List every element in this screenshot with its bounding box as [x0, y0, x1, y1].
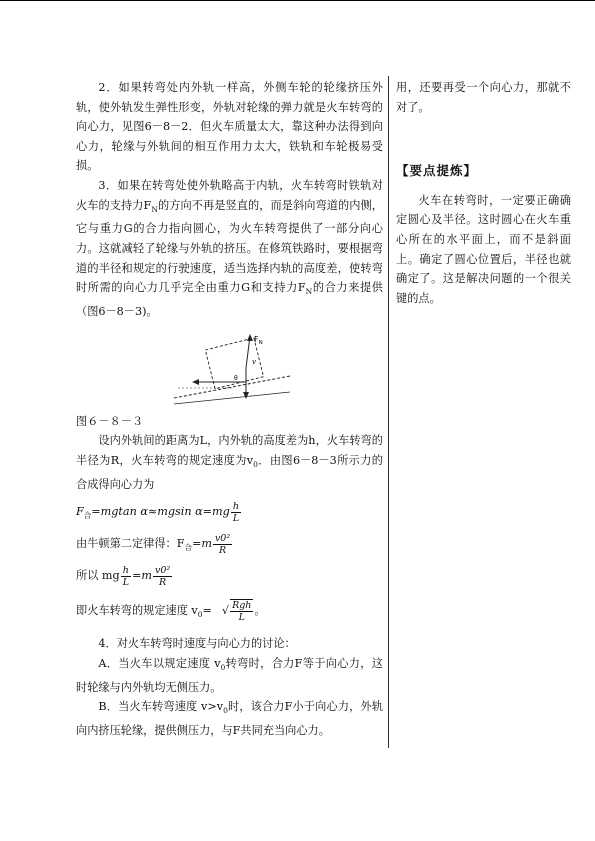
- v-label: v: [252, 357, 256, 366]
- side-continuation: 用，还要再受一个向心力，那就不对了。: [396, 81, 571, 114]
- paragraph-b: B．当火车转弯速度 $v>v_0$时，该合力F小于向心力，外轨向内挤压轮缘，提供侧压力，与F共同充当向心力。: [76, 700, 384, 738]
- paragraph-2: 2．如果转弯处内外轨一样高，外侧车轮的轮缘挤压外轨，使外轨发生弹性形变，外轨对轮缘的弹力就是火车转弯的向心力，见图6－8－2．但火车质量太大，靠这种办法得到向心力，轮缘与外轨间的相互作用力太大，铁轨和车轮极易受损。: [76, 81, 383, 173]
- fn-label: $F_N$: [254, 334, 263, 346]
- equation-3: 所以 mg $\frac{h}{L}$ =m $\frac{\text{v0²}}{R}$: [76, 564, 171, 588]
- equation-2: 由牛顿第二定律得：$F_合=m$ $\frac{\text{v0²}}{R}$: [76, 532, 231, 556]
- top-rule: [0, 0, 595, 1]
- paragraph-4: 4．对火车转弯时速度与向心力的讨论：: [98, 637, 296, 651]
- paragraph-setup: 设内外轨间的距离为L，内外轨的高度差为h，火车转弯的半径为R，火车转弯的规定速度为$v_0$．由图6－8－3所示力的合成得向心力为: [76, 434, 383, 491]
- column-divider: [388, 76, 389, 748]
- equation-4: 即火车转弯的规定速度 $v_0=$ √ $\frac{\text{Rgh}}{L}$ 。: [76, 594, 383, 628]
- theta-label: θ: [234, 374, 238, 382]
- key-points-text: 火车在转弯时，一定要正确确定圆心及半径。这时圆心在火车重心所在的水平面上，而不是斜面上。确定了圆心位置后，半径也就确定了。这是解决问题的一个很关键的点。: [396, 193, 571, 305]
- paragraph-a: A．当火车以规定速度 $v_0$转弯时，合力F等于向心力，这时轮缘与内外轨均无侧压力。: [76, 656, 383, 694]
- sqrt-symbol: √ $\frac{\text{Rgh}}{L}$: [221, 600, 252, 624]
- figure-caption: 图６－８－３: [76, 414, 144, 428]
- paragraph-3: 3．如果在转弯处使外轨略高于内轨，火车转弯时铁轨对火车的支持力$F_N$的方向不再是竖直的，而是斜向弯道的内侧，它与重力G的合力指向圆心，为火车转弯提供了一部分向心力。这就减轻了轮缘与外轨的挤压。在修筑铁路时，要根据弯道的半径和规定的行驶速度，适当选择内轨的高度差，使转弯时所需的向心力几乎完全由重力G和支持力$F_N$的合力来提供（图6－8－3)。: [76, 178, 383, 318]
- side-column: [396, 78, 571, 308]
- figure-6-8-3: [174, 332, 292, 410]
- main-column: [76, 78, 383, 741]
- equation-1: $F_合=mgtan$ α≈mgsin α=mg $\frac{h}{L}$: [76, 500, 240, 524]
- key-points-title: 【要点提炼】: [396, 163, 478, 179]
